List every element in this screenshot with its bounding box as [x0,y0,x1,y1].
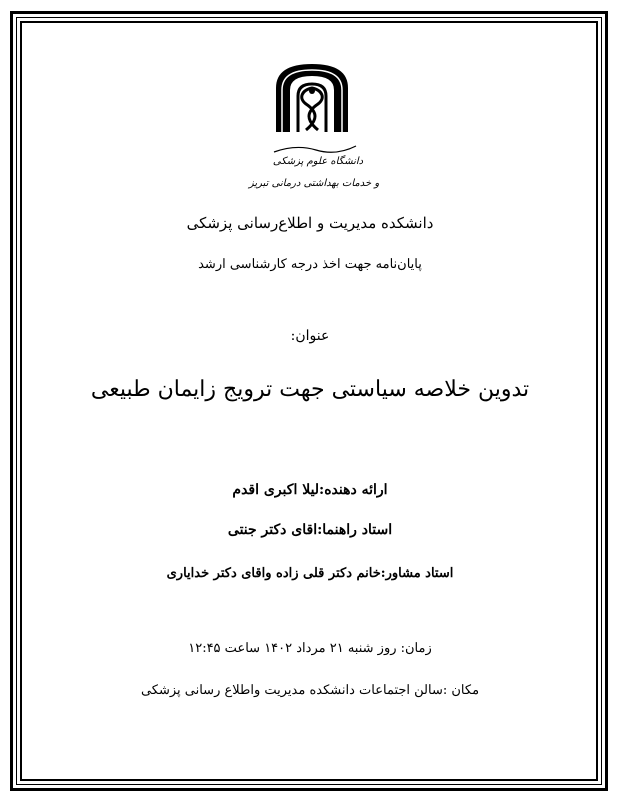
presenter-line: ارائه دهنده:لیلا اکبری اقدم [232,482,388,498]
university-logo [248,60,380,200]
emblem-arch-icon [276,64,348,132]
logo-caption-line2: و خدمات بهداشتی درمانی تبریز [248,178,380,189]
defense-place: مکان :سالن اجتماعات دانشکده مدیریت واطلاع رسانی پزشکی [140,683,480,698]
faculty-name: دانشکده مدیریت و اطلاع‌رسانی پزشکی [186,214,434,232]
advisor-line: استاد مشاور:خانم دکتر قلی زاده واقای دکتر خدایاری [166,566,454,581]
thesis-title: تدوین خلاصه سیاستی جهت ترویج زایمان طبیعی [90,377,530,402]
subject-label: عنوان: [290,328,330,344]
logo-caption-line1: دانشگاه علوم پزشکی [272,156,364,167]
defense-time: زمان: روز شنبه ۲۱ مرداد ۱۴۰۲ ساعت ۱۲:۴۵ [188,641,432,656]
degree-line: پایان‌نامه جهت اخذ درجه کارشناسی ارشد [198,257,422,272]
supervisor-line: استاد راهنما:اقای دکتر جنتی [227,522,393,538]
